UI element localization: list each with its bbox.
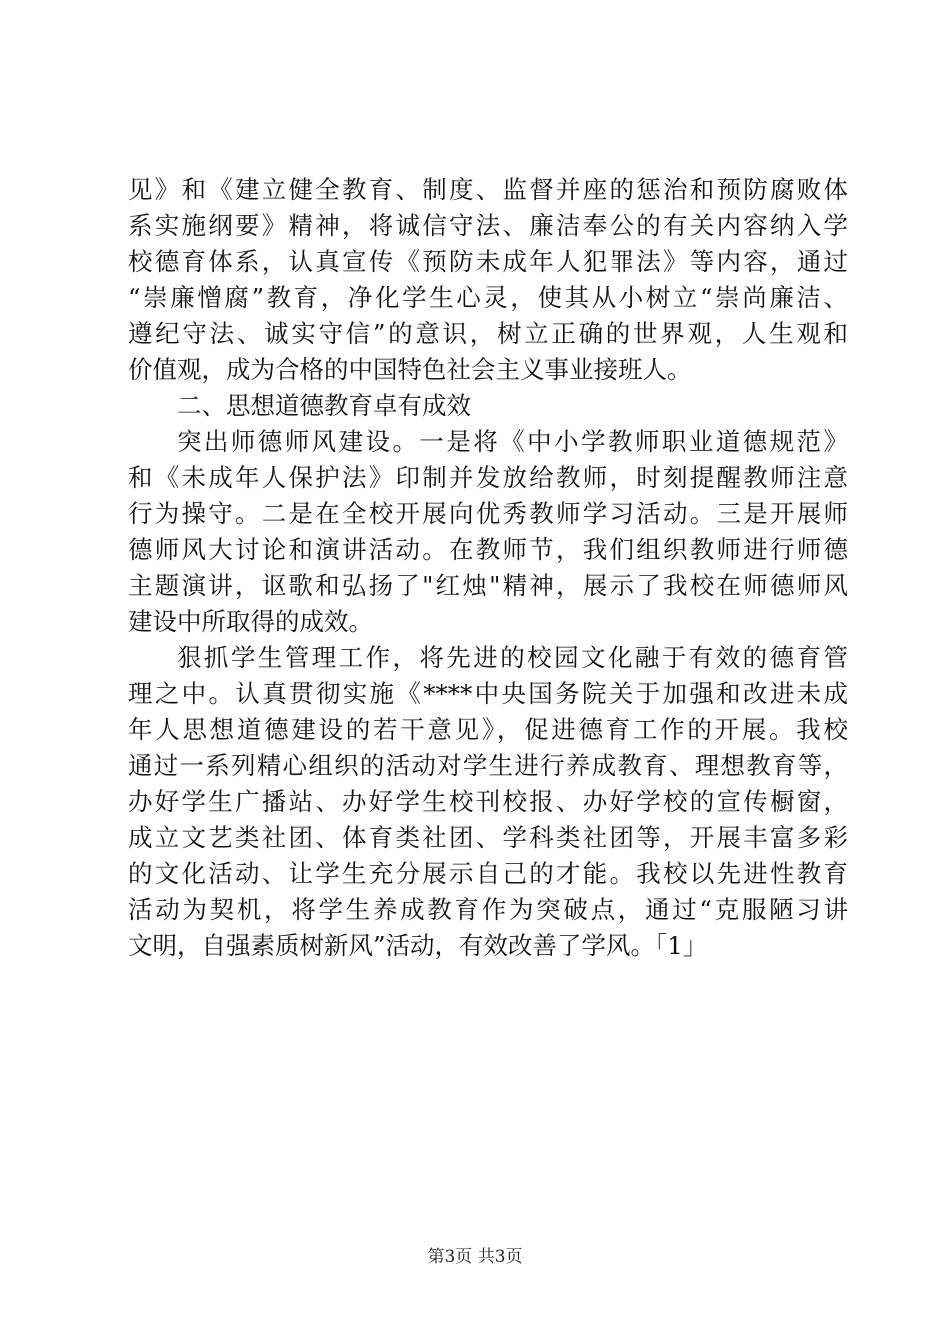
text-line: 活动为契机，将学生养成教育作为突破点，通过“克服陋习讲: [128, 895, 848, 924]
text-line: 狠抓学生管理工作，将先进的校园文化融于有效的德育管: [177, 643, 848, 672]
section-heading: 二、思想道德教育卓有成效: [177, 391, 471, 420]
document-body: [128, 172, 848, 964]
text-line: 通过一系列精心组织的活动对学生进行养成教育、理想教育等，: [128, 751, 848, 780]
text-line: 见》和《建立健全教育、制度、监督并座的惩治和预防腐败体: [128, 175, 848, 204]
text-line: 系实施纲要》精神，将诚信守法、廉洁奉公的有关内容纳入学: [128, 211, 848, 240]
text-line: 校德育体系，认真宣传《预防未成年人犯罪法》等内容，通过: [128, 247, 848, 276]
text-line: 和《未成年人保护法》印制并发放给教师，时刻提醒教师注意: [128, 463, 848, 492]
text-line: 行为操守。二是在全校开展向优秀教师学习活动。三是开展师: [128, 499, 848, 528]
page-number-footer: 第3页 共3页: [427, 1247, 523, 1267]
text-line: 主题演讲，讴歌和弘扬了"红烛"精神，展示了我校在师德师风: [128, 571, 848, 600]
text-line: 理之中。认真贯彻实施《****中央国务院关于加强和改进未成: [128, 679, 848, 708]
text-line: 突出师德师风建设。一是将《中小学教师职业道德规范》: [177, 427, 848, 456]
text-line: 成立文艺类社团、体育类社团、学科类社团等，开展丰富多彩: [128, 823, 848, 852]
text-line: 建设中所取得的成效。: [128, 607, 373, 636]
text-line: 遵纪守法、诚实守信”的意识，树立正确的世界观，人生观和: [128, 319, 848, 348]
text-line: 价值观，成为合格的中国特色社会主义事业接班人。: [128, 355, 692, 384]
text-line: 的文化活动、让学生充分展示自己的才能。我校以先进性教育: [128, 859, 848, 888]
text-line: “崇廉憎腐”教育，净化学生心灵，使其从小树立“崇尚廉洁、: [128, 283, 848, 312]
text-line: 年人思想道德建设的若干意见》，促进德育工作的开展。我校: [128, 715, 848, 744]
text-line: 文明，自强素质树新风”活动，有效改善了学风。「1」: [128, 931, 708, 960]
text-line: 办好学生广播站、办好学生校刊校报、办好学校的宣传橱窗，: [128, 787, 848, 816]
text-line: 德师风大讨论和演讲活动。在教师节，我们组织教师进行师德: [128, 535, 848, 564]
